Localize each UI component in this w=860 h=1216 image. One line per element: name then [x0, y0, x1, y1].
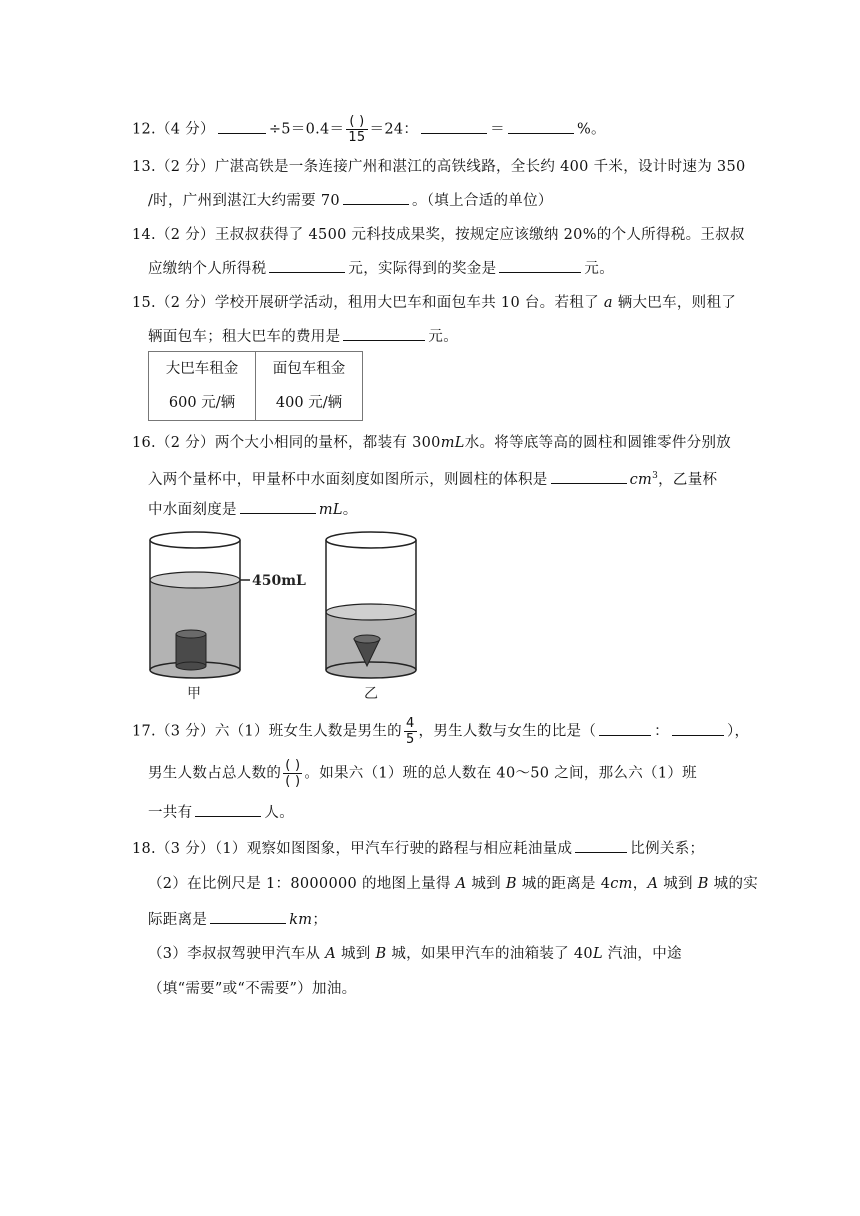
- answer-blank[interactable]: [343, 190, 409, 205]
- question-text: ，乙量杯: [658, 471, 718, 488]
- question-text: 城的实: [713, 876, 759, 892]
- question-text: ，: [632, 876, 648, 892]
- question-15: [132, 293, 736, 313]
- question-number: 18.: [132, 841, 156, 857]
- question-16-line-2: [148, 466, 717, 490]
- question-points: （4 分）: [155, 121, 215, 138]
- answer-fraction[interactable]: [283, 758, 302, 789]
- city-a: A: [647, 876, 659, 892]
- answer-blank[interactable]: [218, 119, 266, 134]
- question-points: （2 分）: [155, 295, 215, 311]
- unit-km: km: [289, 912, 313, 928]
- question-number: 17.: [132, 723, 156, 740]
- answer-blank[interactable]: [575, 838, 627, 853]
- question-18: [132, 838, 704, 859]
- question-text: 元。: [584, 261, 615, 277]
- question-text: ；: [312, 912, 328, 928]
- unit-cm: cm: [610, 876, 633, 892]
- cup-jia: [150, 532, 306, 702]
- unit-ml: mL: [318, 502, 343, 518]
- question-text: 辆大巴车，则租了: [617, 295, 737, 311]
- question-text: ），: [726, 723, 750, 740]
- question-text: 一共有: [148, 805, 193, 821]
- answer-blank[interactable]: [499, 258, 581, 273]
- question-text: 水。将等底等高的圆柱和圆锥零件分别放: [464, 435, 732, 451]
- question-text: 。: [342, 502, 358, 518]
- question-17-line-3: [148, 802, 294, 823]
- question-text: （2）在比例尺是 1：8000000 的地图上量得: [148, 876, 451, 892]
- answer-blank[interactable]: [195, 802, 261, 817]
- question-text: （1）观察如图图象，甲汽车行驶的路程与相应耗油量成: [214, 841, 573, 857]
- question-text: 中水面刻度是: [148, 502, 237, 518]
- table-value-van: 400 元/辆: [275, 395, 343, 411]
- question-text: 男生人数占总人数的: [148, 765, 282, 782]
- question-text: （3）李叔叔驾驶甲汽车从: [148, 946, 321, 962]
- question-text: 六（1）班女生人数是男生的: [214, 723, 402, 740]
- question-text: 汽油，中途: [607, 946, 682, 962]
- question-text: 城到: [663, 876, 693, 892]
- question-14: [132, 225, 745, 245]
- question-16-line-3: [148, 499, 358, 520]
- measuring-cups-figure: [140, 526, 440, 706]
- question-text: 辆面包车；租大巴车的费用是: [148, 329, 341, 345]
- unit-l: L: [592, 946, 603, 962]
- cylinder-part: [176, 630, 206, 670]
- answer-blank[interactable]: [210, 909, 286, 924]
- superscript: 3: [652, 471, 659, 481]
- question-text: 元，实际得到的奖金是: [348, 261, 497, 277]
- answer-blank[interactable]: [269, 258, 345, 273]
- rental-price-table: [148, 351, 363, 421]
- question-text: ＝: [490, 121, 505, 138]
- question-points: （3 分）: [155, 841, 215, 857]
- question-17: [132, 716, 749, 747]
- question-points: （2 分）: [155, 435, 215, 451]
- answer-blank[interactable]: [508, 119, 574, 134]
- question-text: 入两个量杯中，甲量杯中水面刻度如图所示，则圆柱的体积是: [148, 471, 548, 488]
- fraction-numerator: ( ): [285, 758, 301, 773]
- answer-blank[interactable]: [343, 326, 425, 341]
- question-text: 际距离是: [148, 912, 208, 928]
- question-text: ＝24：: [369, 121, 419, 138]
- fraction: [404, 716, 417, 747]
- question-text: 城到: [471, 876, 501, 892]
- question-13: [132, 157, 746, 177]
- answer-blank[interactable]: [551, 469, 627, 484]
- question-number: 15.: [132, 295, 156, 311]
- question-text: 应缴纳个人所得税: [148, 261, 267, 277]
- cup-yi: [326, 532, 416, 702]
- city-b: B: [697, 876, 709, 892]
- question-points: （3 分）: [155, 723, 215, 740]
- question-number: 14.: [132, 227, 156, 243]
- question-text: 元。: [428, 329, 459, 345]
- question-13-line-2: [148, 190, 553, 211]
- cup-b-label: 乙: [364, 686, 378, 702]
- question-text: 。（填上合适的单位）: [411, 193, 553, 209]
- question-text: /时，广州到湛江大约需要 70: [148, 193, 340, 209]
- table-header-van: 面包车租金: [272, 361, 346, 377]
- question-text: 人。: [264, 805, 295, 821]
- unit-cm: cm: [629, 471, 653, 488]
- question-14-line-2: [148, 258, 614, 279]
- table-header-bus: 大巴车租金: [165, 361, 239, 377]
- question-text: 。如果六（1）班的总人数在 40～50 之间，那么六（1）班: [304, 765, 697, 782]
- cup-a-label: 甲: [187, 686, 201, 702]
- question-number: 13.: [132, 159, 156, 175]
- city-a: A: [455, 876, 467, 892]
- table-cell: [256, 352, 363, 421]
- fraction-denominator: ( ): [285, 774, 301, 789]
- question-text: %。: [576, 121, 606, 138]
- fraction: [346, 114, 367, 145]
- question-text: 学校开展研学活动，租用大巴车和面包车共 10 台。若租了: [214, 295, 599, 311]
- question-text: 比例关系；: [630, 841, 705, 857]
- question-text: 城到: [340, 946, 371, 962]
- answer-blank[interactable]: [421, 119, 487, 134]
- unit-ml: mL: [440, 435, 465, 451]
- table-cell: [149, 352, 256, 421]
- answer-blank[interactable]: [599, 721, 651, 736]
- fraction-numerator: ( ): [346, 114, 367, 130]
- question-text: 城的距离是 4: [521, 876, 611, 892]
- city-b: B: [505, 876, 517, 892]
- question-text: 城，如果甲汽车的油箱装了 40: [391, 946, 593, 962]
- question-text: ，男生人数与女生的比是（: [418, 723, 597, 740]
- question-18-line-3: [148, 909, 327, 930]
- city-a: A: [325, 946, 337, 962]
- question-16: [132, 433, 731, 453]
- question-17-line-2: [148, 758, 697, 789]
- question-text: ÷5＝0.4＝: [268, 121, 345, 138]
- question-18-line-5: [148, 979, 356, 999]
- fraction-denominator: 5: [405, 732, 415, 747]
- fraction-denominator: 15: [348, 130, 366, 145]
- question-points: （2 分）: [155, 159, 215, 175]
- question-text: 两个大小相同的量杯，都装有 300: [214, 435, 441, 451]
- variable-a: a: [603, 295, 613, 311]
- question-text: 广湛高铁是一条连接广州和湛江的高铁线路，全长约 400 千米，设计时速为 350: [214, 159, 746, 175]
- question-number: 16.: [132, 435, 156, 451]
- question-text: （填“需要”或“不需要”）加油。: [148, 981, 357, 997]
- question-text: 王叔叔获得了 4500 元科技成果奖，按规定应该缴纳 20%的个人所得税。王叔叔: [214, 227, 745, 243]
- question-points: （2 分）: [155, 227, 215, 243]
- city-b: B: [375, 946, 387, 962]
- question-18-line-4: [148, 944, 682, 964]
- question-number: 12.: [132, 121, 156, 138]
- fraction-numerator: 4: [405, 716, 415, 731]
- question-text: ：: [654, 723, 669, 740]
- answer-blank[interactable]: [240, 499, 316, 514]
- table-value-bus: 600 元/辆: [168, 395, 236, 411]
- question-18-line-2: [148, 874, 758, 894]
- question-12: [132, 114, 606, 145]
- question-15-line-2: [148, 326, 458, 347]
- mark-label: 450mL: [252, 573, 306, 589]
- answer-blank[interactable]: [672, 721, 724, 736]
